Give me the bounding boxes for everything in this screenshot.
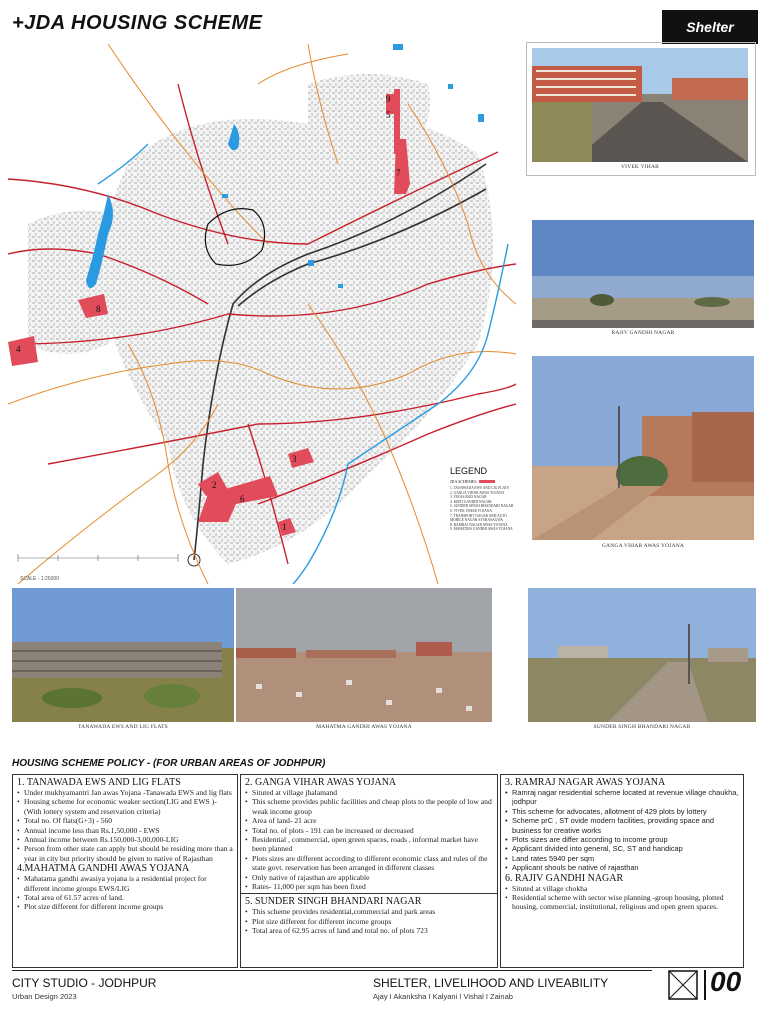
legend-list — [450, 486, 518, 532]
zone-label-8: 8 — [96, 304, 101, 314]
legend-item: 8. RAMRAJ NAGAR AWAS YOJANA — [450, 522, 508, 527]
legend-item: 3. VIKAS BAD NAGAR — [450, 495, 487, 500]
scheme-title: 5. SUNDER SINGH BHANDARI NAGAR — [245, 896, 422, 908]
page-number: 00 — [710, 966, 742, 997]
legend-item: 7. TRANSPORT NAGAR AND AUTO MOBILE NAGAR SYARASAGWA — [450, 513, 507, 523]
course-name: Urban Design 2023 — [12, 992, 77, 1001]
theme-tag: Shelter — [662, 10, 758, 44]
scheme-points — [505, 788, 739, 873]
legend-swatch-label: JDA SCHEMES — [450, 479, 477, 484]
scheme-point: • Total area of 61.57 acres of land. — [17, 893, 233, 902]
scheme-point: • Scheme prC , ST ovide modern facilities, providing space and business for creative works — [505, 816, 739, 835]
legend-item: 6. VIVEK VIHAR YOJANA — [450, 508, 493, 513]
scheme-title: 6. RAJIV GANDHI NAGAR — [505, 872, 624, 884]
scheme-point: • This scheme provides public facilities and cheap plots to the people of low and weak income group — [245, 797, 493, 816]
scheme-point: • Housing scheme for economic weaker section(LIG and EWS )-(With lottery system and reservation criteria) — [17, 797, 233, 816]
team-members: Ajay I Akanksha I Kalyani I Vishal I Zainab — [373, 992, 513, 1001]
scheme-point: • Situted at village chokha — [505, 884, 739, 893]
scheme-point: • Annual income less than Rs.1,50,000 - EWS — [17, 826, 233, 835]
scale-label: SCALE - 1:25000 — [20, 576, 59, 582]
map-legend — [450, 466, 518, 532]
scheme-point: • Applicant divided into general, SC, ST and handicap — [505, 844, 739, 853]
zone-label-2: 2 — [212, 480, 217, 490]
footer-divider-vertical — [704, 970, 706, 1000]
scheme-subsection — [241, 893, 497, 935]
jodhpur-map — [8, 44, 516, 584]
scheme-point: • Person from other state can apply but should be residing more than a year in city but priority should be given to native of Rajasthan — [17, 844, 233, 863]
legend-item: 5. SUNDER SINGH BHANDARI NAGAR — [450, 504, 514, 509]
caption-vivek-vihar: VIVEK VIHAR — [621, 164, 659, 170]
legend-item: 4. KIRTI GANDHI NAGAR — [450, 499, 492, 504]
scheme-point: • Situted at village jhalamand — [245, 788, 493, 797]
legend-swatch-row — [450, 479, 518, 484]
legend-swatch — [479, 480, 495, 483]
scheme-point: • Residential , commercial, open green spaces, roads , informal market have been planned — [245, 835, 493, 854]
legend-title: LEGEND — [450, 466, 488, 476]
scheme-point: • Applicant shouls be native of rajasthan — [505, 863, 739, 872]
zone-label-9: 9 — [386, 94, 391, 104]
scheme-point: • Land rates 5940 per sqm — [505, 854, 739, 863]
photo-vivek-vihar — [532, 48, 748, 162]
photo-mahatma-gandhi — [236, 588, 492, 722]
scheme-point: • Plots sizes are differ according to income group — [505, 835, 739, 844]
scheme-point: • Ramraj nagar residential scheme located at revenue village chaukha, jodhpur — [505, 788, 739, 807]
caption-sunder-singh: SUNDER SINGH BHANDARI NAGAR — [593, 724, 691, 730]
page-title: +JDA HOUSING SCHEME — [12, 12, 263, 34]
scheme-point: • Area of land- 21 acre — [245, 816, 493, 825]
scheme-point: • Total no. Of flats(G+3) - 560 — [17, 816, 233, 825]
caption-ganga-vihar: GANGA VIHAR AWAS YOJANA — [601, 543, 685, 549]
policy-column-2 — [240, 774, 498, 968]
scheme-point: • Under mukhyamantri Jan awas Yojana -Tanawada EWS and lig flats — [17, 788, 233, 797]
caption-tanawada: TANAWADA EWS AND LIG FLATS — [78, 724, 168, 730]
legend-item: 9. MAHATMA GANDHI AWAS YOJANA — [450, 527, 513, 532]
scheme-points — [245, 788, 493, 891]
scheme-point: • Residential scheme with sector wise planning -group housing, plotted housing, commercial, institutional, religious and open green spaces. — [505, 893, 739, 912]
zone-label-5: 5 — [386, 110, 391, 120]
caption-mahatma-gandhi: MAHATMA GANDHI AWAS YOJANA — [316, 724, 412, 730]
legend-item: 1. TANAWADA EWS AND LIG FLATS — [450, 486, 509, 490]
scheme-title: 2. GANGA VIHAR AWAS YOJANA — [245, 777, 397, 788]
photo-rajiv-gandhi-nagar — [532, 220, 754, 328]
photo-sunder-singh — [528, 588, 756, 722]
legend-item: 2. GANGA VIHAR AWAS YOJANA — [450, 490, 505, 495]
zone-label-6: 6 — [240, 494, 245, 504]
scheme-points — [245, 907, 493, 935]
policy-column-3 — [500, 774, 744, 968]
policy-column-1 — [12, 774, 238, 968]
policy-heading: HOUSING SCHEME POLICY - (FOR URBAN AREAS OF JODHPUR) — [12, 758, 326, 769]
scheme-point: • This scheme for advocates, allotment of 429 plots by lottery — [505, 807, 739, 816]
scheme-point: • Rates- 11,000 per sqm has been fixed — [245, 882, 493, 891]
photo-tanawada — [12, 588, 234, 722]
scheme-point: • Plot size different for different income groups — [17, 902, 233, 911]
scheme-point: • Total no. of plots - 191 can be increased or decreased — [245, 826, 493, 835]
theme-name: SHELTER, LIVELIHOOD AND LIVEABILITY — [373, 976, 609, 990]
scheme-points — [17, 874, 233, 912]
logo-icon — [668, 970, 698, 1000]
zone-label-3: 3 — [292, 454, 297, 464]
scheme-point: • Only native of rajasthan are applicable — [245, 873, 493, 882]
caption-rajiv-gandhi-nagar: RAJIV GANDHI NAGAR — [611, 330, 675, 336]
scheme-title: 3. RAMRAJ NAGAR AWAS YOJANA — [505, 777, 666, 788]
scheme-point: • Plots sizes are different according to different economic class and rules of the state govt. reservation has been arranged in different classes — [245, 854, 493, 873]
scheme-point: • Total area of 62.95 acres of land and total no. of plots 723 — [245, 926, 493, 935]
scheme-point: • Plot size different for different income groups — [245, 917, 493, 926]
scheme-points — [17, 788, 233, 863]
scheme-point: • Annual income between Rs.150,000-3,00,000-LIG — [17, 835, 233, 844]
scheme-title: 1. TANAWADA EWS AND LIG FLATS — [17, 777, 181, 788]
zone-label-4: 4 — [16, 344, 21, 354]
scheme-points — [505, 884, 739, 912]
scheme-point: • Mahatama gandhi awasiya yojana is a residential project for different income groups EWS/LIG — [17, 874, 233, 893]
scheme-title: 4.MAHATMA GANDHI AWAS YOJANA — [17, 863, 190, 875]
studio-name: CITY STUDIO - JODHPUR — [12, 976, 157, 990]
zone-label-1: 1 — [282, 522, 287, 532]
footer-divider — [12, 970, 652, 971]
scheme-point: • This scheme provides residential,commercial and park areas — [245, 907, 493, 916]
zone-label-7: 7 — [396, 168, 401, 178]
photo-ganga-vihar — [532, 356, 754, 540]
